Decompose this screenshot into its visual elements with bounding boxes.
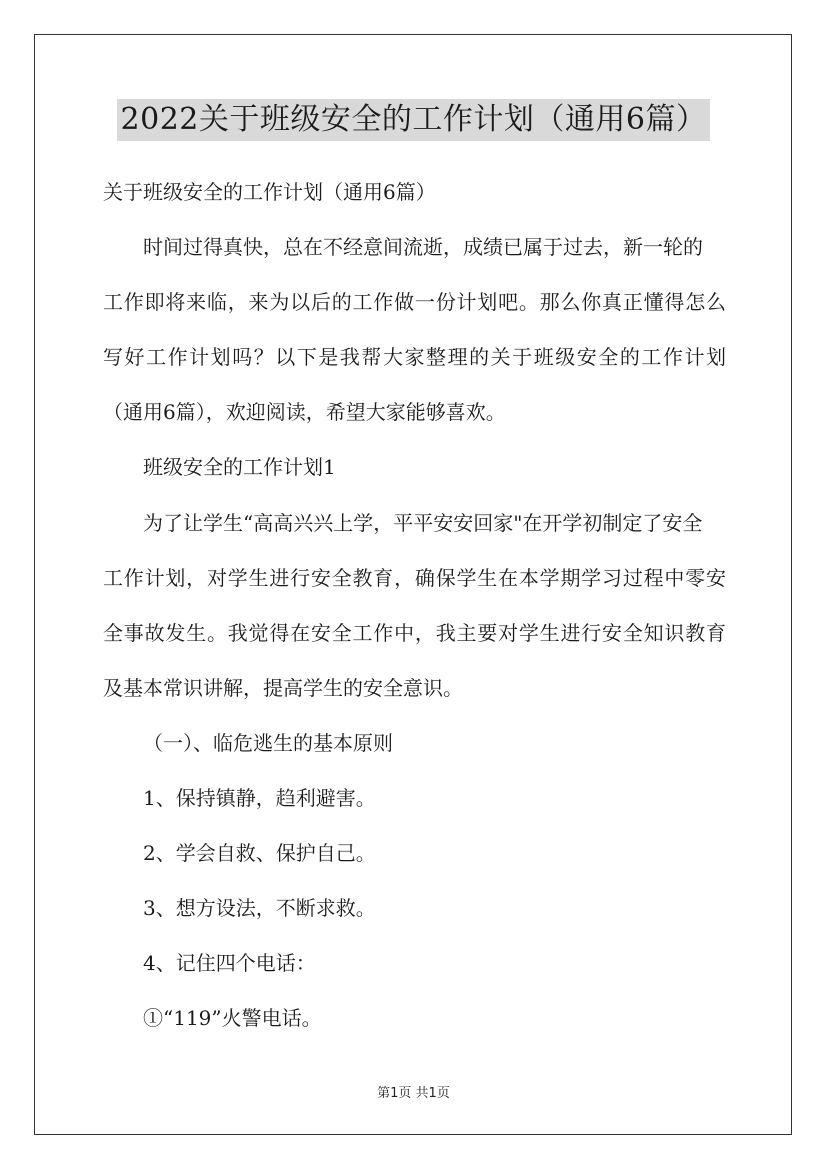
- intro-line: 时间过得真快，总在不经意间流逝，成绩已属于过去，新一轮的: [143, 235, 703, 259]
- title-container: [0, 99, 827, 141]
- list-item: 3、想方设法，不断求救。: [143, 896, 376, 920]
- list-item: 4、记住四个电话：: [143, 951, 316, 975]
- document-title: 2022关于班级安全的工作计划（通用6篇）: [117, 99, 711, 141]
- paragraph-line: 及基本常识讲解，提高学生的安全意识。: [103, 676, 463, 700]
- paragraph-line: 为了让学生“高高兴兴上学，平平安安回家"在开学初制定了安全: [143, 511, 703, 535]
- intro-line: （通用6篇），欢迎阅读，希望大家能够喜欢。: [103, 400, 506, 424]
- intro-line: 写好工作计划吗？以下是我帮大家整理的关于班级安全的工作计划: [103, 345, 726, 369]
- intro-line: 工作即将来临，来为以后的工作做一份计划吧。那么你真正懂得怎么: [103, 290, 726, 314]
- page-footer: 第1页 共1页: [377, 1086, 450, 1101]
- paragraph-line: 全事故发生。我觉得在安全工作中，我主要对学生进行安全知识教育: [103, 621, 726, 645]
- list-item: 1、保持镇静，趋利避害。: [143, 786, 376, 810]
- subheading: （一）、临危逃生的基本原则: [143, 731, 393, 755]
- list-item: 2、学会自救、保护自己。: [143, 841, 376, 865]
- document-subtitle: 关于班级安全的工作计划（通用6篇）: [103, 180, 436, 204]
- list-item: ①“119”火警电话。: [143, 1006, 322, 1030]
- section-heading: 班级安全的工作计划1: [143, 455, 336, 479]
- paragraph-line: 工作计划，对学生进行安全教育，确保学生在本学期学习过程中零安: [103, 566, 726, 590]
